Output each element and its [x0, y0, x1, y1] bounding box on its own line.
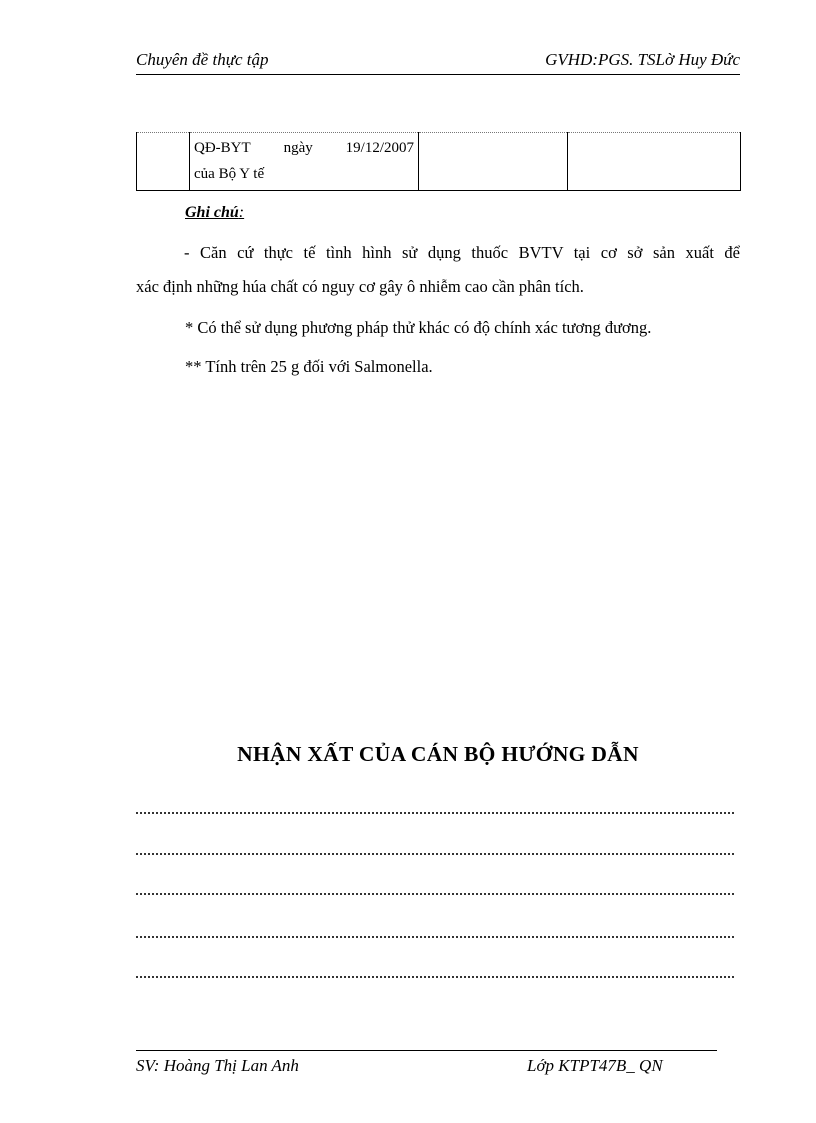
header-supervisor: GVHD:PGS. TSLờ Huy Đức [545, 50, 740, 69]
regulation-date: 19/12/2007 [345, 140, 414, 156]
notes-heading [185, 204, 244, 222]
review-section-title: NHẬN XẤT CỦA CÁN BỘ HƯỚNG DẪN [237, 742, 639, 766]
header-document-type: Chuyên đề thực tập [136, 50, 269, 69]
note-paragraph-3: ** Tính trên 25 g đối với Salmonella. [185, 357, 433, 376]
note-paragraph-2: * Có thể sử dụng phương pháp thử khác có độ chính xác tương đương. [185, 318, 652, 337]
comment-line [136, 808, 734, 814]
footer-rule [136, 1050, 717, 1051]
page-header [136, 48, 740, 75]
regulation-line-1 [194, 136, 414, 160]
table-row [137, 133, 741, 191]
comment-line [136, 932, 734, 938]
continued-table [136, 132, 741, 191]
table-cell-empty [419, 133, 568, 191]
notes-heading-text: Ghi chú [185, 204, 239, 221]
notes-heading-colon: : [238, 204, 245, 221]
comment-line [136, 972, 734, 978]
regulation-date-label: ngày [283, 140, 313, 156]
regulation-issuer: của Bộ Y tế [194, 166, 265, 182]
note-paragraph-1-line-2: xác định những húa chất có nguy cơ gây ô nhiễm cao cần phân tích. [136, 277, 584, 296]
footer-student-name: SV: Hoàng Thị Lan Anh [136, 1056, 299, 1075]
comment-line [136, 889, 734, 895]
table-cell-regulation [190, 133, 419, 191]
comment-line [136, 849, 734, 855]
note-paragraph-1-line-1: - Căn cứ thực tế tình hình sử dụng thuốc BVTV tại cơ sở sản xuất để [184, 243, 740, 262]
regulation-code: QĐ-BYT [194, 140, 251, 156]
table-cell-index [137, 133, 190, 191]
footer-class: Lớp KTPT47B_ QN [527, 1056, 663, 1075]
table-cell-empty [568, 133, 741, 191]
